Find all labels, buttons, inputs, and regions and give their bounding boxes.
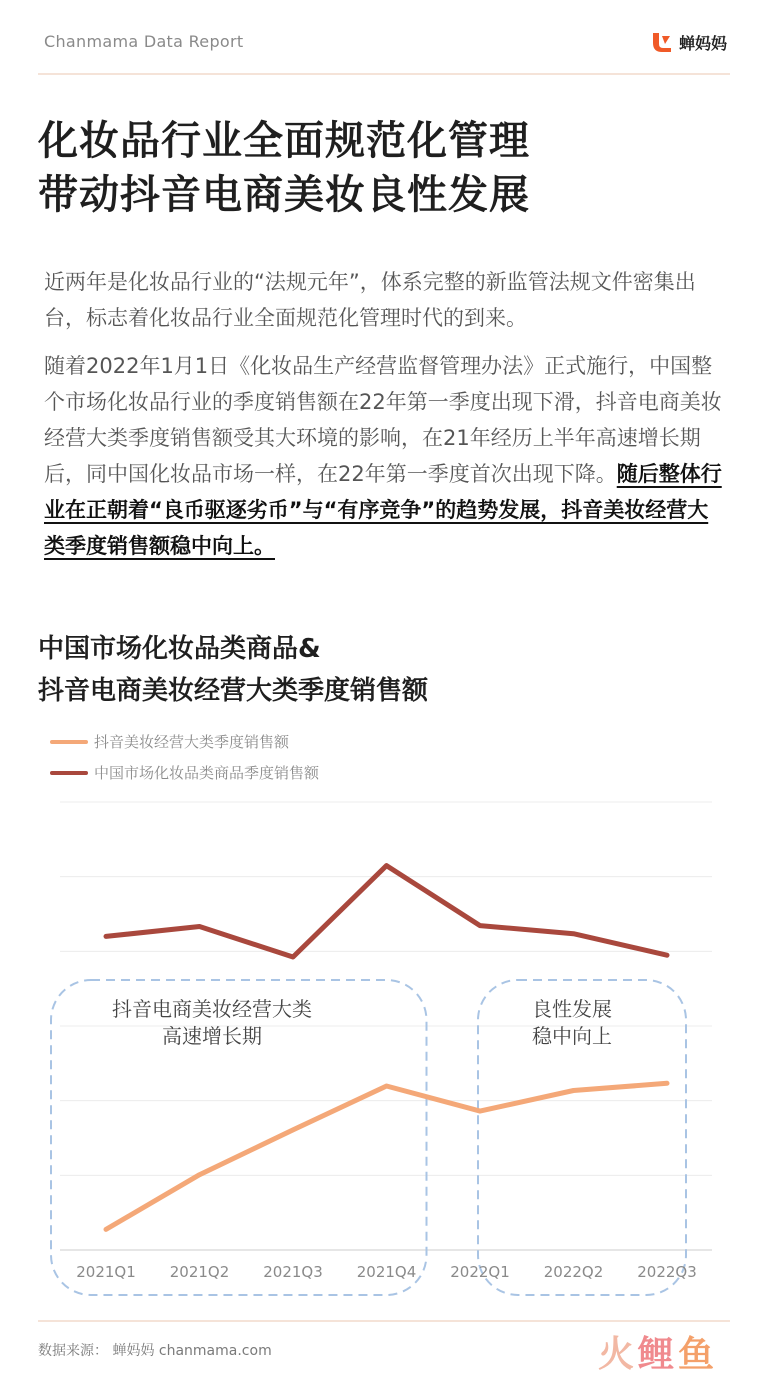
- intro-paragraph-2-body: 随着2022年1月1日《化妆品生产经营监督管理办法》正式施行，中国整个市场化妆品行业的季度销售额在22年第一季度出现下滑，抖音电商美妆经营大类季度销售额受其大环境的影响，在21年经历上半年高速增长期后，同中国化妆品市场一样，在22年第一季度首次出现下降。: [44, 354, 722, 486]
- logo-text: 蝉妈妈: [679, 33, 728, 53]
- report-brand: Chanmama Data Report: [44, 32, 244, 51]
- watermark-logo: [598, 1326, 718, 1377]
- legend-label-china-market: 中国市场化妆品类商品季度销售额: [94, 764, 320, 782]
- page-title: [38, 114, 530, 222]
- page-title-line-2: 带动抖音电商美妆良性发展: [38, 172, 530, 218]
- annotation-label-line-2: 稳中向上: [532, 1024, 612, 1048]
- chart-title-line-2: 抖音电商美妆经营大类季度销售额: [38, 676, 429, 706]
- intro-highlight: 随后整体行业在正朝着“良币驱逐劣币”与“有序竞争”的趋势发展，抖音美妆经营大类季度销售额稳中向上。: [44, 462, 722, 558]
- annotation-label-line-2: 高速增长期: [162, 1024, 262, 1048]
- chanmama-logo-icon: [650, 30, 674, 54]
- page-title-line-1: 化妆品行业全面规范化管理: [38, 118, 530, 164]
- watermark-char-3: 鱼: [678, 1334, 719, 1375]
- series-line-china-market: [106, 866, 667, 957]
- watermark-char-1: 火: [598, 1334, 639, 1375]
- x-tick-label: 2021Q2: [169, 1263, 230, 1281]
- annotation-label-line-1: 抖音电商美妆经营大类: [112, 997, 312, 1021]
- x-tick-label: 2022Q3: [637, 1263, 697, 1281]
- legend-label-douyin: 抖音美妆经营大类季度销售额: [94, 733, 290, 751]
- legend-swatch-douyin: [50, 740, 88, 744]
- series-line-douyin: [106, 1083, 667, 1229]
- chart-title-line-1: 中国市场化妆品类商品&: [38, 634, 321, 664]
- footer-divider: [38, 1320, 730, 1322]
- x-tick-label: 2022Q2: [543, 1263, 604, 1281]
- x-tick-label: 2021Q4: [356, 1263, 417, 1281]
- intro-paragraph-2: [44, 348, 726, 564]
- intro-paragraph-1: 近两年是化妆品行业的“法规元年”，体系完整的新监管法规文件密集出台，标志着化妆品行业全面规范化管理时代的到来。: [44, 270, 696, 330]
- x-tick-label: 2022Q1: [450, 1263, 510, 1281]
- intro-text: [44, 264, 726, 576]
- quarterly-sales-chart: [0, 760, 766, 1310]
- chanmama-logo: [650, 29, 727, 55]
- annotation-label-line-1: 良性发展: [532, 997, 612, 1021]
- header-divider: [38, 73, 730, 75]
- x-tick-label: 2021Q3: [263, 1263, 323, 1281]
- chart-title: [38, 628, 428, 712]
- data-source: 数据来源： 蝉妈妈 chanmama.com: [38, 1343, 272, 1359]
- legend-item-douyin: [50, 726, 319, 757]
- watermark-char-2: 鲤: [638, 1334, 679, 1375]
- x-tick-label: 2021Q1: [76, 1263, 136, 1281]
